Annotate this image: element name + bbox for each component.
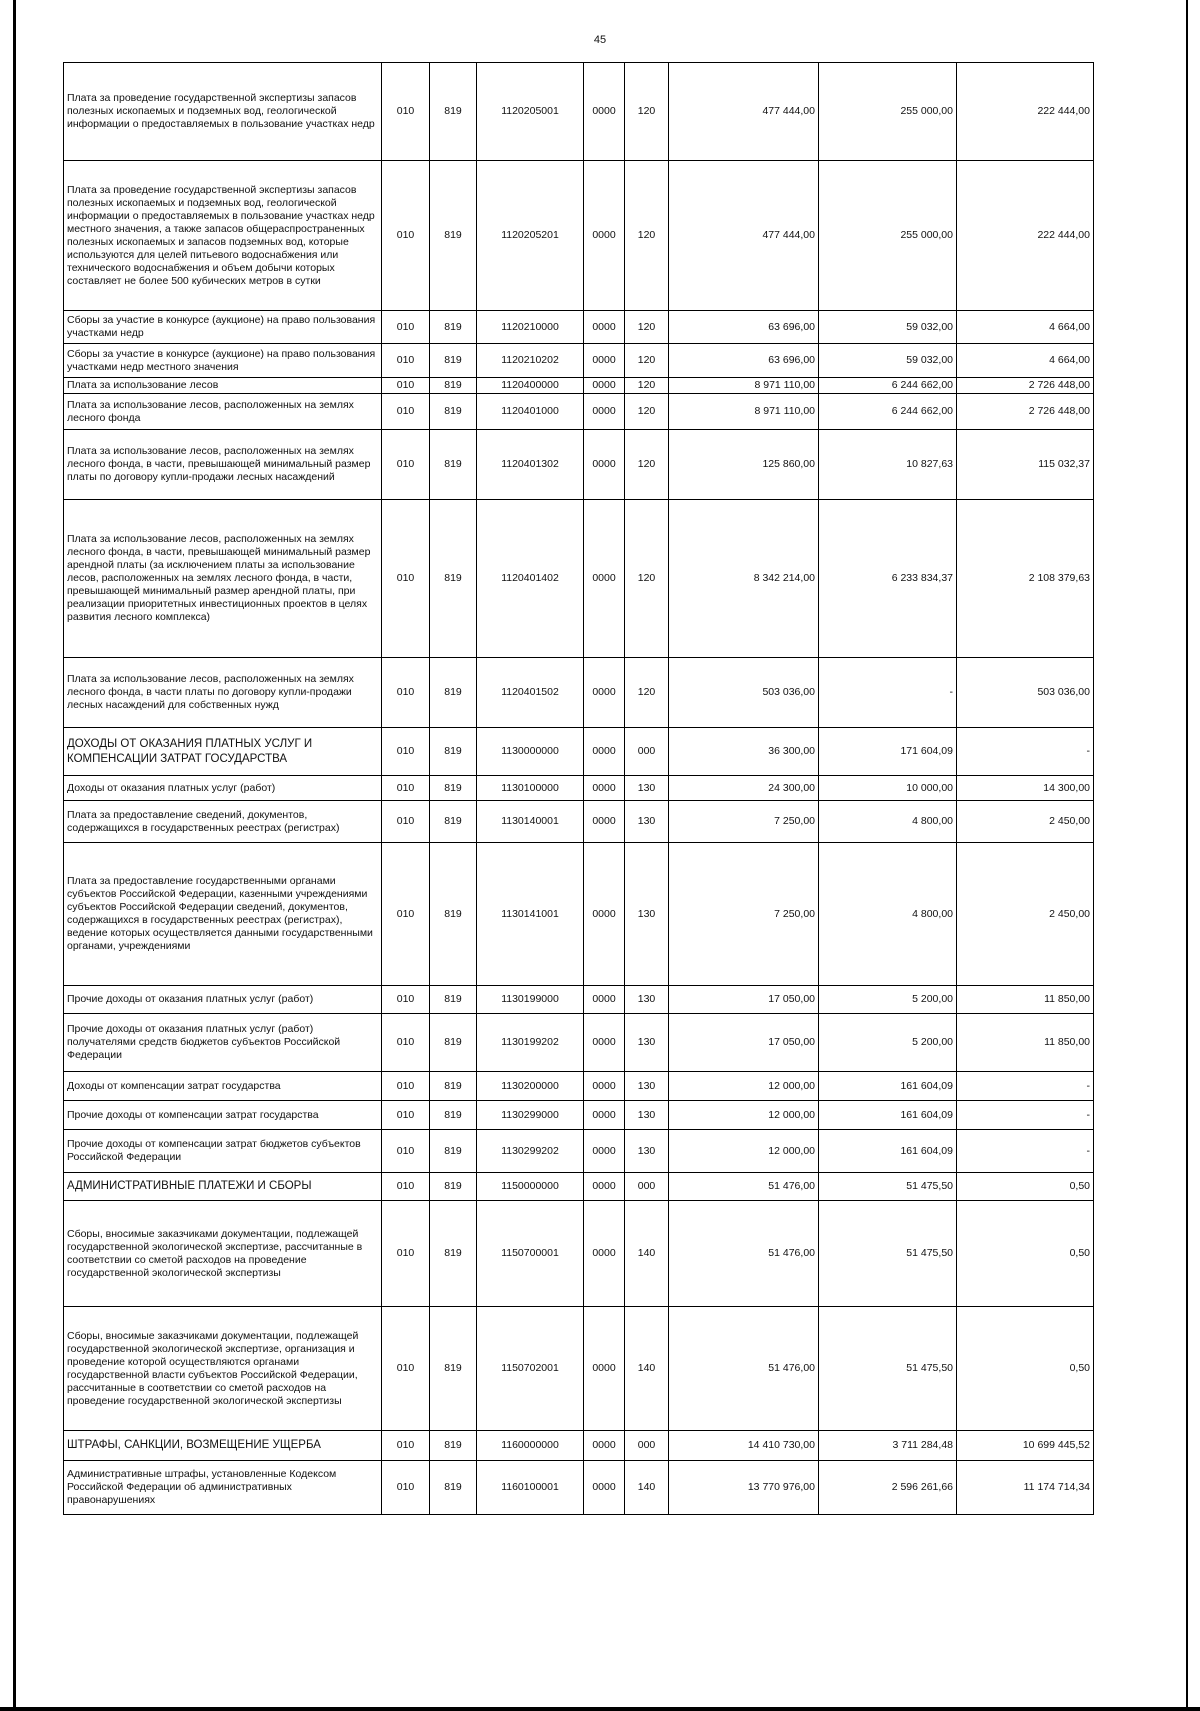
- row-program-code: 0000: [584, 1014, 625, 1072]
- row-fact-amount: 161 604,09: [819, 1072, 957, 1101]
- row-admin-code: 010: [382, 1201, 430, 1307]
- row-difference-amount: 222 444,00: [957, 63, 1094, 161]
- row-name: Сборы за участие в конкурсе (аукционе) на право пользования участками недр: [64, 311, 382, 344]
- row-kosgu-code: 140: [625, 1461, 669, 1515]
- table-row: [64, 1014, 1094, 1072]
- scan-border-left: [13, 0, 16, 1711]
- row-admin-code: 010: [382, 658, 430, 728]
- table-row: [64, 843, 1094, 986]
- table-row: [64, 1431, 1094, 1461]
- row-program-code: 0000: [584, 986, 625, 1014]
- row-fact-amount: 51 475,50: [819, 1307, 957, 1431]
- row-plan-amount: 24 300,00: [669, 776, 819, 801]
- row-program-code: 0000: [584, 1130, 625, 1173]
- row-kbk-code: 1120401502: [477, 658, 584, 728]
- row-kosgu-code: 130: [625, 801, 669, 843]
- row-plan-amount: 7 250,00: [669, 801, 819, 843]
- row-kosgu-code: 130: [625, 1072, 669, 1101]
- row-group-code: 819: [430, 344, 477, 378]
- row-kbk-code: 1130199202: [477, 1014, 584, 1072]
- row-group-code: 819: [430, 776, 477, 801]
- row-fact-amount: 255 000,00: [819, 63, 957, 161]
- row-name: Прочие доходы от компенсации затрат бюджетов субъектов Российской Федерации: [64, 1130, 382, 1173]
- row-program-code: 0000: [584, 658, 625, 728]
- row-name: Прочие доходы от оказания платных услуг (работ): [64, 986, 382, 1014]
- row-difference-amount: 11 850,00: [957, 1014, 1094, 1072]
- row-kosgu-code: 120: [625, 500, 669, 658]
- row-fact-amount: 2 596 261,66: [819, 1461, 957, 1515]
- row-kbk-code: 1130141001: [477, 843, 584, 986]
- row-name: Доходы от компенсации затрат государства: [64, 1072, 382, 1101]
- table-row: [64, 378, 1094, 394]
- row-fact-amount: 255 000,00: [819, 161, 957, 311]
- row-kbk-code: 1130200000: [477, 1072, 584, 1101]
- row-kosgu-code: 140: [625, 1201, 669, 1307]
- row-kbk-code: 1120210000: [477, 311, 584, 344]
- row-plan-amount: 51 476,00: [669, 1201, 819, 1307]
- row-fact-amount: 10 827,63: [819, 430, 957, 500]
- row-kbk-code: 1160100001: [477, 1461, 584, 1515]
- table-row: [64, 63, 1094, 161]
- row-admin-code: 010: [382, 500, 430, 658]
- row-group-code: 819: [430, 500, 477, 658]
- row-kbk-code: 1130299202: [477, 1130, 584, 1173]
- row-kbk-code: 1160000000: [477, 1431, 584, 1461]
- row-kbk-code: 1150700001: [477, 1201, 584, 1307]
- row-plan-amount: 12 000,00: [669, 1072, 819, 1101]
- row-group-code: 819: [430, 430, 477, 500]
- row-program-code: 0000: [584, 500, 625, 658]
- row-kosgu-code: 120: [625, 378, 669, 394]
- row-admin-code: 010: [382, 1173, 430, 1201]
- row-difference-amount: 14 300,00: [957, 776, 1094, 801]
- row-kosgu-code: 000: [625, 728, 669, 776]
- row-kosgu-code: 130: [625, 776, 669, 801]
- row-name: Административные штрафы, установленные Кодексом Российской Федерации об административных правонарушениях: [64, 1461, 382, 1515]
- row-program-code: 0000: [584, 161, 625, 311]
- row-admin-code: 010: [382, 378, 430, 394]
- row-kosgu-code: 130: [625, 1101, 669, 1130]
- row-group-code: 819: [430, 1130, 477, 1173]
- row-name: Доходы от оказания платных услуг (работ): [64, 776, 382, 801]
- page-number: 45: [593, 34, 607, 46]
- row-difference-amount: 11 174 714,34: [957, 1461, 1094, 1515]
- row-admin-code: 010: [382, 801, 430, 843]
- row-admin-code: 010: [382, 344, 430, 378]
- row-admin-code: 010: [382, 394, 430, 430]
- row-group-code: 819: [430, 311, 477, 344]
- row-difference-amount: 2 450,00: [957, 843, 1094, 986]
- table-row: [64, 430, 1094, 500]
- row-name: Прочие доходы от компенсации затрат государства: [64, 1101, 382, 1130]
- row-difference-amount: 503 036,00: [957, 658, 1094, 728]
- row-program-code: 0000: [584, 378, 625, 394]
- row-fact-amount: 51 475,50: [819, 1173, 957, 1201]
- row-program-code: 0000: [584, 843, 625, 986]
- table-row: [64, 1307, 1094, 1431]
- row-name: Сборы, вносимые заказчиками документации, подлежащей государственной экологической экспертизе, рассчитанные в соответствии со сметой расходов на проведение государственной экологической экспертизы: [64, 1201, 382, 1307]
- row-kosgu-code: 000: [625, 1173, 669, 1201]
- row-program-code: 0000: [584, 63, 625, 161]
- row-program-code: 0000: [584, 1201, 625, 1307]
- row-plan-amount: 8 971 110,00: [669, 394, 819, 430]
- row-kosgu-code: 130: [625, 843, 669, 986]
- row-name: Плата за использование лесов, расположенных на землях лесного фонда, в части, превышающей минимальный размер арендной платы (за исключением платы за использование лесов, расположенных на землях лесного фонда, в части, превышающей минимальный размер арендной платы, при реализации приоритетных инвестиционных проектов в целях развития лесного комплекса): [64, 500, 382, 658]
- row-plan-amount: 13 770 976,00: [669, 1461, 819, 1515]
- row-group-code: 819: [430, 378, 477, 394]
- row-program-code: 0000: [584, 430, 625, 500]
- row-fact-amount: 161 604,09: [819, 1101, 957, 1130]
- row-kbk-code: 1130100000: [477, 776, 584, 801]
- row-plan-amount: 63 696,00: [669, 311, 819, 344]
- table-row: [64, 161, 1094, 311]
- row-plan-amount: 12 000,00: [669, 1130, 819, 1173]
- row-fact-amount: 3 711 284,48: [819, 1431, 957, 1461]
- row-difference-amount: 10 699 445,52: [957, 1431, 1094, 1461]
- row-kbk-code: 1120401000: [477, 394, 584, 430]
- row-kosgu-code: 120: [625, 658, 669, 728]
- row-fact-amount: 4 800,00: [819, 843, 957, 986]
- table-row: [64, 394, 1094, 430]
- row-plan-amount: 7 250,00: [669, 843, 819, 986]
- row-group-code: 819: [430, 394, 477, 430]
- row-name: ДОХОДЫ ОТ ОКАЗАНИЯ ПЛАТНЫХ УСЛУГ И КОМПЕНСАЦИИ ЗАТРАТ ГОСУДАРСТВА: [64, 728, 382, 776]
- row-plan-amount: 14 410 730,00: [669, 1431, 819, 1461]
- row-difference-amount: -: [957, 1101, 1094, 1130]
- row-fact-amount: 171 604,09: [819, 728, 957, 776]
- row-kosgu-code: 120: [625, 63, 669, 161]
- table-row: [64, 1173, 1094, 1201]
- row-admin-code: 010: [382, 843, 430, 986]
- table-row: [64, 728, 1094, 776]
- row-difference-amount: 4 664,00: [957, 311, 1094, 344]
- row-program-code: 0000: [584, 1307, 625, 1431]
- table-row: [64, 658, 1094, 728]
- row-admin-code: 010: [382, 1307, 430, 1431]
- row-fact-amount: 161 604,09: [819, 1130, 957, 1173]
- table-row: [64, 776, 1094, 801]
- row-kbk-code: 1130140001: [477, 801, 584, 843]
- row-name: Сборы за участие в конкурсе (аукционе) на право пользования участками недр местного значения: [64, 344, 382, 378]
- row-group-code: 819: [430, 1307, 477, 1431]
- table-row: [64, 500, 1094, 658]
- row-difference-amount: 222 444,00: [957, 161, 1094, 311]
- table-row: [64, 1130, 1094, 1173]
- row-kbk-code: 1130299000: [477, 1101, 584, 1130]
- row-plan-amount: 8 971 110,00: [669, 378, 819, 394]
- table-row: [64, 1461, 1094, 1515]
- row-kosgu-code: 120: [625, 394, 669, 430]
- row-kbk-code: 1130199000: [477, 986, 584, 1014]
- table-body: [64, 63, 1094, 1515]
- row-admin-code: 010: [382, 776, 430, 801]
- row-plan-amount: 477 444,00: [669, 63, 819, 161]
- row-fact-amount: 6 233 834,37: [819, 500, 957, 658]
- row-plan-amount: 17 050,00: [669, 1014, 819, 1072]
- row-kbk-code: 1120401302: [477, 430, 584, 500]
- budget-table: [63, 62, 1094, 1515]
- row-name: Плата за использование лесов, расположенных на землях лесного фонда, в части, превышающей минимальный размер платы по договору купли-продажи лесных насаждений: [64, 430, 382, 500]
- row-name: Плата за проведение государственной экспертизы запасов полезных ископаемых и подземных вод, геологической информации о предоставляемых в пользование участках недр: [64, 63, 382, 161]
- row-group-code: 819: [430, 63, 477, 161]
- row-admin-code: 010: [382, 986, 430, 1014]
- table-row: [64, 801, 1094, 843]
- row-kosgu-code: 120: [625, 430, 669, 500]
- row-fact-amount: 59 032,00: [819, 344, 957, 378]
- row-name: Плата за использование лесов, расположенных на землях лесного фонда: [64, 394, 382, 430]
- row-fact-amount: 6 244 662,00: [819, 394, 957, 430]
- row-kosgu-code: 000: [625, 1431, 669, 1461]
- row-admin-code: 010: [382, 728, 430, 776]
- row-program-code: 0000: [584, 394, 625, 430]
- row-name: Прочие доходы от оказания платных услуг (работ) получателями средств бюджетов субъектов Российской Федерации: [64, 1014, 382, 1072]
- row-difference-amount: -: [957, 1072, 1094, 1101]
- row-difference-amount: 0,50: [957, 1307, 1094, 1431]
- row-admin-code: 010: [382, 1072, 430, 1101]
- row-fact-amount: 51 475,50: [819, 1201, 957, 1307]
- row-difference-amount: 2 450,00: [957, 801, 1094, 843]
- row-group-code: 819: [430, 161, 477, 311]
- row-name: Плата за использование лесов: [64, 378, 382, 394]
- row-group-code: 819: [430, 843, 477, 986]
- row-kosgu-code: 120: [625, 161, 669, 311]
- row-fact-amount: 5 200,00: [819, 1014, 957, 1072]
- row-difference-amount: 2 726 448,00: [957, 394, 1094, 430]
- row-admin-code: 010: [382, 430, 430, 500]
- row-program-code: 0000: [584, 801, 625, 843]
- row-program-code: 0000: [584, 1461, 625, 1515]
- row-fact-amount: -: [819, 658, 957, 728]
- row-kbk-code: 1150000000: [477, 1173, 584, 1201]
- row-group-code: 819: [430, 658, 477, 728]
- row-admin-code: 010: [382, 1461, 430, 1515]
- table-row: [64, 1101, 1094, 1130]
- row-name: Плата за проведение государственной экспертизы запасов полезных ископаемых и подземных вод, геологической информации о предоставляемых в пользование участках недр местного значения, а также запасов общераспространенных полезных ископаемых и запасов подземных вод, которые используются для целей питьевого водоснабжения или технического водоснабжения и объем добычи которых составляет не более 500 кубических метров в сутки: [64, 161, 382, 311]
- row-group-code: 819: [430, 1201, 477, 1307]
- row-admin-code: 010: [382, 1101, 430, 1130]
- scan-border-bottom: [0, 1707, 1200, 1711]
- row-plan-amount: 477 444,00: [669, 161, 819, 311]
- row-group-code: 819: [430, 728, 477, 776]
- row-difference-amount: 115 032,37: [957, 430, 1094, 500]
- row-plan-amount: 125 860,00: [669, 430, 819, 500]
- table-row: [64, 1072, 1094, 1101]
- row-kbk-code: 1130000000: [477, 728, 584, 776]
- row-fact-amount: 5 200,00: [819, 986, 957, 1014]
- row-name: АДМИНИСТРАТИВНЫЕ ПЛАТЕЖИ И СБОРЫ: [64, 1173, 382, 1201]
- row-name: Сборы, вносимые заказчиками документации, подлежащей государственной экологической экспертизе, организация и проведение которой осуществляются органами государственной власти субъектов Российской Федерации, рассчитанные в соответствии со сметой расходов на проведение государственной экологической экспертизы: [64, 1307, 382, 1431]
- row-admin-code: 010: [382, 161, 430, 311]
- row-difference-amount: 4 664,00: [957, 344, 1094, 378]
- row-program-code: 0000: [584, 1431, 625, 1461]
- row-kbk-code: 1120210202: [477, 344, 584, 378]
- row-kosgu-code: 130: [625, 1014, 669, 1072]
- row-plan-amount: 17 050,00: [669, 986, 819, 1014]
- row-program-code: 0000: [584, 311, 625, 344]
- row-difference-amount: 0,50: [957, 1173, 1094, 1201]
- row-admin-code: 010: [382, 1014, 430, 1072]
- row-group-code: 819: [430, 1101, 477, 1130]
- row-admin-code: 010: [382, 1130, 430, 1173]
- row-group-code: 819: [430, 1014, 477, 1072]
- row-kbk-code: 1120205001: [477, 63, 584, 161]
- row-plan-amount: 8 342 214,00: [669, 500, 819, 658]
- table-row: [64, 986, 1094, 1014]
- table-row: [64, 344, 1094, 378]
- row-difference-amount: -: [957, 728, 1094, 776]
- row-plan-amount: 51 476,00: [669, 1173, 819, 1201]
- row-kosgu-code: 140: [625, 1307, 669, 1431]
- row-program-code: 0000: [584, 1101, 625, 1130]
- row-kbk-code: 1150702001: [477, 1307, 584, 1431]
- row-difference-amount: 2 108 379,63: [957, 500, 1094, 658]
- row-program-code: 0000: [584, 728, 625, 776]
- row-kosgu-code: 130: [625, 1130, 669, 1173]
- row-name: ШТРАФЫ, САНКЦИИ, ВОЗМЕЩЕНИЕ УЩЕРБА: [64, 1431, 382, 1461]
- row-difference-amount: 2 726 448,00: [957, 378, 1094, 394]
- row-kosgu-code: 120: [625, 344, 669, 378]
- row-plan-amount: 63 696,00: [669, 344, 819, 378]
- table-row: [64, 311, 1094, 344]
- row-group-code: 819: [430, 1173, 477, 1201]
- table-row: [64, 1201, 1094, 1307]
- row-group-code: 819: [430, 986, 477, 1014]
- row-group-code: 819: [430, 1072, 477, 1101]
- row-difference-amount: -: [957, 1130, 1094, 1173]
- row-kosgu-code: 120: [625, 311, 669, 344]
- row-admin-code: 010: [382, 1431, 430, 1461]
- row-fact-amount: 6 244 662,00: [819, 378, 957, 394]
- row-group-code: 819: [430, 1461, 477, 1515]
- row-kbk-code: 1120401402: [477, 500, 584, 658]
- row-name: Плата за предоставление государственными органами субъектов Российской Федерации, казенными учреждениями субъектов Российской Федерации сведений, документов, содержащихся в государственных реестрах (регистрах), ведение которых осуществляется данными государственными органами, учреждениями: [64, 843, 382, 986]
- row-admin-code: 010: [382, 63, 430, 161]
- row-program-code: 0000: [584, 1173, 625, 1201]
- row-name: Плата за предоставление сведений, документов, содержащихся в государственных реестрах (регистрах): [64, 801, 382, 843]
- row-name: Плата за использование лесов, расположенных на землях лесного фонда, в части платы по договору купли-продажи лесных насаждений для собственных нужд: [64, 658, 382, 728]
- row-difference-amount: 0,50: [957, 1201, 1094, 1307]
- row-program-code: 0000: [584, 776, 625, 801]
- row-group-code: 819: [430, 801, 477, 843]
- row-plan-amount: 51 476,00: [669, 1307, 819, 1431]
- scan-border-right: [1186, 0, 1188, 1711]
- row-program-code: 0000: [584, 344, 625, 378]
- row-plan-amount: 36 300,00: [669, 728, 819, 776]
- row-kbk-code: 1120205201: [477, 161, 584, 311]
- row-plan-amount: 503 036,00: [669, 658, 819, 728]
- row-kosgu-code: 130: [625, 986, 669, 1014]
- row-fact-amount: 10 000,00: [819, 776, 957, 801]
- row-plan-amount: 12 000,00: [669, 1101, 819, 1130]
- row-difference-amount: 11 850,00: [957, 986, 1094, 1014]
- row-kbk-code: 1120400000: [477, 378, 584, 394]
- row-fact-amount: 4 800,00: [819, 801, 957, 843]
- row-group-code: 819: [430, 1431, 477, 1461]
- row-program-code: 0000: [584, 1072, 625, 1101]
- row-admin-code: 010: [382, 311, 430, 344]
- row-fact-amount: 59 032,00: [819, 311, 957, 344]
